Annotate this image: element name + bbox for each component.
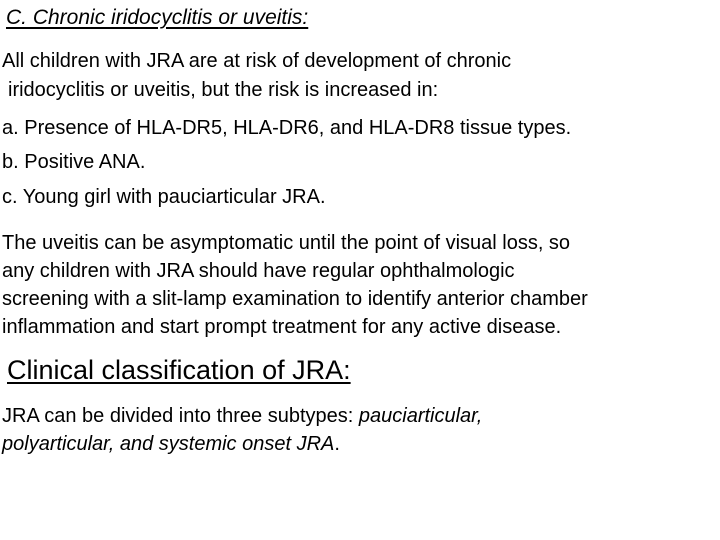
paragraph-line: inflammation and start prompt treatment for any active disease. bbox=[2, 316, 562, 338]
subtype-pauciarticular: pauciarticular, bbox=[358, 405, 483, 427]
paragraph-line: any children with JRA should have regular ophthalmologic bbox=[2, 260, 515, 282]
risk-item-c: c. Young girl with pauciarticular JRA. bbox=[2, 186, 326, 208]
subtype-list: polyarticular, and systemic onset JRA bbox=[2, 433, 335, 455]
classification-paragraph bbox=[2, 402, 482, 458]
paragraph-line: screening with a slit-lamp examination to identify anterior chamber bbox=[2, 288, 588, 310]
intro-text-line-1: All children with JRA are at risk of development of chronic bbox=[2, 50, 512, 72]
section-c-heading: C. Chronic iridocyclitis or uveitis: bbox=[6, 6, 309, 29]
risk-item-a: a. Presence of HLA-DR5, HLA-DR6, and HLA-DR8 tissue types. bbox=[2, 117, 572, 139]
uveitis-paragraph bbox=[2, 229, 714, 341]
risk-item-b: b. Positive ANA. bbox=[2, 151, 146, 173]
classification-line-2 bbox=[2, 430, 482, 458]
classification-line-1 bbox=[2, 402, 482, 430]
classification-heading: Clinical classification of JRA: bbox=[7, 355, 351, 385]
classification-text: JRA can be divided into three subtypes: bbox=[2, 405, 359, 427]
intro-text-line-2: iridocyclitis or uveitis, but the risk is increased in: bbox=[8, 79, 439, 101]
paragraph-line: The uveitis can be asymptomatic until the point of visual loss, so bbox=[2, 232, 571, 254]
classification-period: . bbox=[334, 433, 340, 455]
